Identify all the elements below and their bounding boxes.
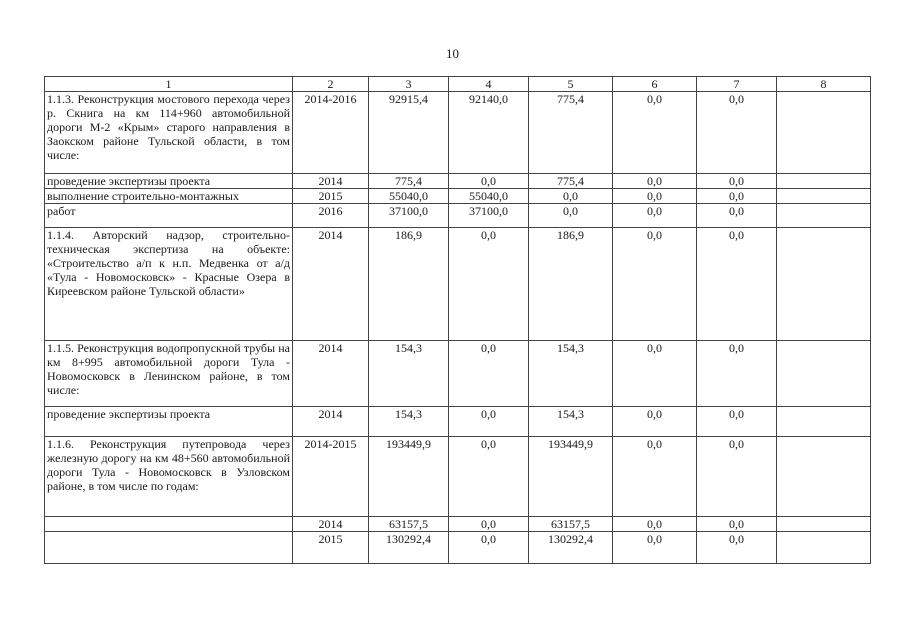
value-cell: 0,0 — [449, 341, 529, 407]
value-cell: 0,0 — [449, 517, 529, 532]
page-number: 10 — [446, 46, 459, 61]
period-cell: 2014 — [293, 341, 369, 407]
value-cell — [777, 174, 871, 189]
header-cell: 5 — [529, 77, 613, 92]
description-cell: 1.1.4. Авторский надзор, строительно-техническая экспертиза на объекте: «Строительство а/п к н.п. Медвенка от а/д «Тула - Новомосковск» - Красные Озера в Киреевском районе Тульской области» — [45, 228, 293, 341]
table-row — [45, 532, 871, 564]
value-cell: 0,0 — [449, 532, 529, 564]
value-cell: 775,4 — [529, 174, 613, 189]
value-cell: 55040,0 — [369, 189, 449, 204]
value-cell: 193449,9 — [369, 437, 449, 517]
value-cell: 0,0 — [613, 174, 697, 189]
value-cell: 154,3 — [529, 407, 613, 437]
value-cell — [777, 92, 871, 174]
period-cell: 2014-2016 — [293, 92, 369, 174]
value-cell: 0,0 — [613, 437, 697, 517]
value-cell: 0,0 — [697, 437, 777, 517]
value-cell: 0,0 — [613, 517, 697, 532]
value-cell: 92915,4 — [369, 92, 449, 174]
period-cell: 2014 — [293, 174, 369, 189]
value-cell: 0,0 — [697, 517, 777, 532]
value-cell: 0,0 — [613, 189, 697, 204]
budget-table — [44, 76, 871, 564]
value-cell: 186,9 — [369, 228, 449, 341]
period-cell: 2014 — [293, 517, 369, 532]
header-cell: 7 — [697, 77, 777, 92]
value-cell — [777, 437, 871, 517]
period-cell: 2016 — [293, 204, 369, 228]
header-cell: 1 — [45, 77, 293, 92]
value-cell: 63157,5 — [369, 517, 449, 532]
description-cell — [45, 532, 293, 564]
value-cell: 0,0 — [613, 204, 697, 228]
value-cell: 55040,0 — [449, 189, 529, 204]
value-cell: 0,0 — [449, 228, 529, 341]
value-cell: 0,0 — [697, 341, 777, 407]
value-cell: 0,0 — [613, 407, 697, 437]
value-cell: 0,0 — [697, 532, 777, 564]
value-cell: 154,3 — [529, 341, 613, 407]
value-cell — [777, 532, 871, 564]
value-cell: 0,0 — [529, 189, 613, 204]
description-cell: 1.1.3. Реконструкция мостового перехода через р. Скнига на км 114+960 автомобильной дороги М-2 «Крым» старого направления в Заокском районе Тульской области, в том числе: — [45, 92, 293, 174]
period-cell: 2014-2015 — [293, 437, 369, 517]
value-cell: 0,0 — [449, 174, 529, 189]
value-cell: 0,0 — [697, 407, 777, 437]
value-cell: 130292,4 — [529, 532, 613, 564]
value-cell: 775,4 — [369, 174, 449, 189]
value-cell: 92140,0 — [449, 92, 529, 174]
header-cell: 4 — [449, 77, 529, 92]
header-cell: 8 — [777, 77, 871, 92]
table-row — [45, 228, 871, 341]
period-cell: 2015 — [293, 532, 369, 564]
value-cell — [777, 341, 871, 407]
description-cell: проведение экспертизы проекта — [45, 407, 293, 437]
value-cell: 0,0 — [697, 174, 777, 189]
table-row — [45, 174, 871, 189]
value-cell: 186,9 — [529, 228, 613, 341]
value-cell: 0,0 — [697, 189, 777, 204]
value-cell — [777, 407, 871, 437]
description-cell: выполнение строительно-монтажных — [45, 189, 293, 204]
table-row — [45, 407, 871, 437]
value-cell: 0,0 — [613, 92, 697, 174]
table-row — [45, 92, 871, 174]
header-cell: 3 — [369, 77, 449, 92]
header-row — [45, 77, 871, 92]
value-cell: 0,0 — [613, 228, 697, 341]
value-cell: 154,3 — [369, 341, 449, 407]
value-cell: 775,4 — [529, 92, 613, 174]
description-cell: проведение экспертизы проекта — [45, 174, 293, 189]
header-cell: 2 — [293, 77, 369, 92]
value-cell: 37100,0 — [449, 204, 529, 228]
value-cell: 0,0 — [613, 341, 697, 407]
value-cell: 63157,5 — [529, 517, 613, 532]
value-cell: 0,0 — [613, 532, 697, 564]
value-cell — [777, 189, 871, 204]
description-cell: работ — [45, 204, 293, 228]
period-cell: 2014 — [293, 407, 369, 437]
value-cell: 0,0 — [449, 437, 529, 517]
value-cell — [777, 517, 871, 532]
table-row — [45, 517, 871, 532]
value-cell — [777, 204, 871, 228]
value-cell — [777, 228, 871, 341]
value-cell: 154,3 — [369, 407, 449, 437]
value-cell: 0,0 — [449, 407, 529, 437]
header-cell: 6 — [613, 77, 697, 92]
value-cell: 0,0 — [697, 92, 777, 174]
description-cell: 1.1.5. Реконструкция водопропускной трубы на км 8+995 автомобильной дороги Тула - Новомосковск в Ленинском районе, в том числе: — [45, 341, 293, 407]
period-cell: 2015 — [293, 189, 369, 204]
table-row — [45, 189, 871, 204]
value-cell: 0,0 — [529, 204, 613, 228]
description-cell: 1.1.6. Реконструкция путепровода через железную дорогу на км 48+560 автомобильной дороги Тула - Новомосковск в Узловском районе, в том числе по годам: — [45, 437, 293, 517]
table-row — [45, 341, 871, 407]
table-row — [45, 204, 871, 228]
period-cell: 2014 — [293, 228, 369, 341]
value-cell: 0,0 — [697, 228, 777, 341]
value-cell: 193449,9 — [529, 437, 613, 517]
value-cell: 130292,4 — [369, 532, 449, 564]
value-cell: 0,0 — [697, 204, 777, 228]
description-cell — [45, 517, 293, 532]
table-row — [45, 437, 871, 517]
value-cell: 37100,0 — [369, 204, 449, 228]
